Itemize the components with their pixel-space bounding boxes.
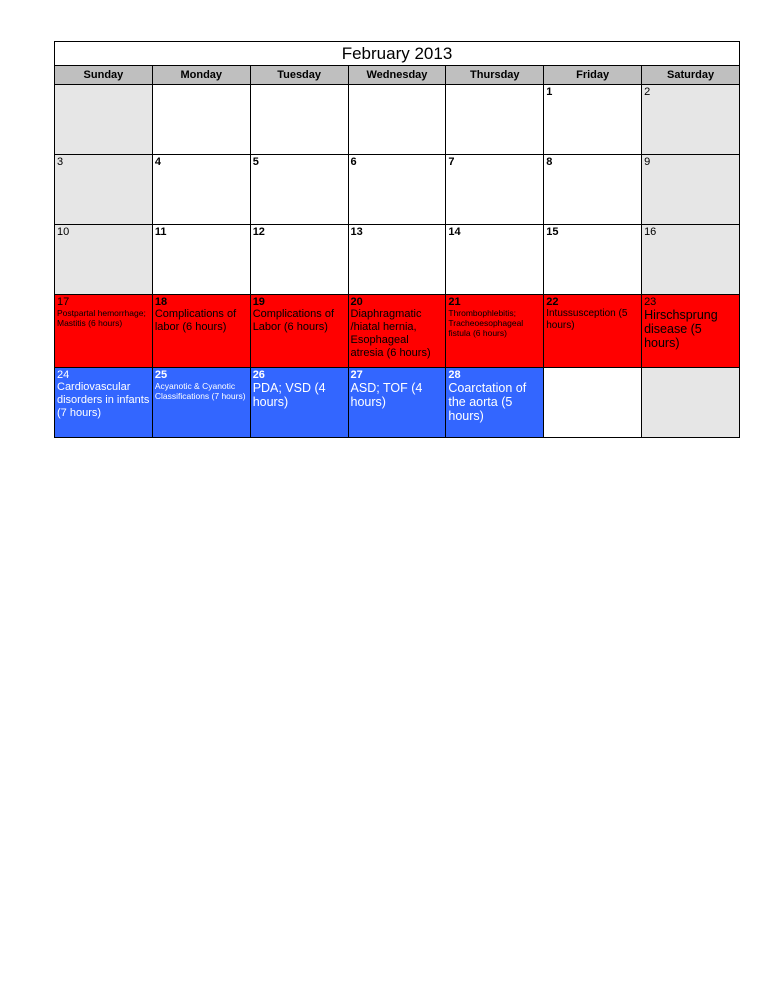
day-number: 5	[252, 156, 259, 168]
week-row-3	[55, 225, 740, 295]
day-cell	[544, 85, 642, 155]
week-row-1	[55, 85, 740, 155]
day-event: Complications of Labor (6 hours)	[252, 308, 335, 333]
day-cell	[348, 225, 446, 295]
day-number: 4	[154, 156, 161, 168]
weekday-friday: Friday	[544, 66, 642, 85]
day-cell	[55, 85, 153, 155]
week-row-5	[55, 368, 740, 438]
day-cell	[152, 368, 250, 438]
day-cell	[446, 295, 544, 368]
day-cell	[152, 225, 250, 295]
day-number: 16	[644, 226, 657, 238]
day-cell	[348, 85, 446, 155]
day-event: Hirschsprung disease (5 hours)	[644, 308, 718, 350]
weekday-tuesday: Tuesday	[250, 66, 348, 85]
day-event: ASD; TOF (4 hours)	[350, 381, 423, 409]
day-number: 28	[448, 369, 461, 381]
day-cell	[348, 155, 446, 225]
day-cell	[55, 295, 153, 368]
day-number: 8	[546, 156, 553, 168]
day-cell	[446, 225, 544, 295]
day-cell	[544, 368, 642, 438]
day-event: Complications of labor (6 hours)	[154, 308, 237, 333]
day-number: 26	[252, 369, 265, 381]
weekday-sunday: Sunday	[55, 66, 153, 85]
day-cell	[152, 85, 250, 155]
day-cell	[544, 155, 642, 225]
day-cell	[55, 155, 153, 225]
day-number: 11	[154, 226, 167, 238]
day-event: Thrombophlebitis; Tracheoesophageal fistula (6 hours)	[448, 308, 524, 338]
day-cell	[446, 155, 544, 225]
day-event: Coarctation of the aorta (5 hours)	[448, 381, 527, 423]
day-cell	[152, 155, 250, 225]
day-number: 22	[546, 296, 559, 308]
day-number: 20	[350, 296, 363, 308]
week-row-4	[55, 295, 740, 368]
day-cell	[55, 225, 153, 295]
day-number: 23	[644, 296, 657, 308]
day-event: Cardiovascular disorders in infants (7 hours)	[57, 381, 150, 419]
day-cell	[544, 225, 642, 295]
day-number: 14	[448, 226, 461, 238]
day-cell	[642, 368, 740, 438]
calendar	[54, 41, 740, 438]
day-number: 6	[350, 156, 357, 168]
day-cell	[642, 155, 740, 225]
day-number: 17	[57, 296, 70, 308]
day-number: 2	[644, 86, 651, 98]
day-event: Intussusception (5 hours)	[546, 308, 628, 331]
day-event: Diaphragmatic /hiatal hernia, Esophageal atresia (6 hours)	[350, 308, 431, 359]
day-cell	[446, 85, 544, 155]
day-cell	[250, 85, 348, 155]
weekday-thursday: Thursday	[446, 66, 544, 85]
day-cell	[544, 295, 642, 368]
day-event: Postpartal hemorrhage; Mastitis (6 hours)	[57, 308, 146, 328]
day-number: 10	[57, 226, 70, 238]
calendar-grid	[54, 65, 740, 438]
day-cell	[446, 368, 544, 438]
day-event: PDA; VSD (4 hours)	[252, 381, 326, 409]
day-number: 24	[57, 369, 70, 381]
day-cell	[250, 225, 348, 295]
weekday-wednesday: Wednesday	[348, 66, 446, 85]
day-cell	[250, 155, 348, 225]
day-number: 7	[448, 156, 455, 168]
day-cell	[152, 295, 250, 368]
day-number: 15	[546, 226, 559, 238]
day-event: Acyanotic & Cyanotic Classifications (7 hours)	[154, 381, 246, 401]
day-cell	[250, 368, 348, 438]
weekday-saturday: Saturday	[642, 66, 740, 85]
day-cell	[250, 295, 348, 368]
day-cell	[348, 295, 446, 368]
weekday-header-row	[55, 66, 740, 85]
week-row-2	[55, 155, 740, 225]
day-cell	[55, 368, 153, 438]
day-number: 27	[350, 369, 363, 381]
weekday-monday: Monday	[152, 66, 250, 85]
day-cell	[348, 368, 446, 438]
day-number: 21	[448, 296, 461, 308]
day-number: 25	[154, 369, 168, 381]
day-number: 19	[252, 296, 265, 308]
day-number: 1	[546, 86, 553, 98]
day-number: 12	[252, 226, 265, 238]
day-cell	[642, 85, 740, 155]
day-number: 18	[154, 296, 168, 308]
day-number: 9	[644, 156, 651, 168]
day-cell	[642, 295, 740, 368]
day-number: 13	[350, 226, 363, 238]
calendar-title: February 2013	[54, 41, 740, 65]
day-cell	[642, 225, 740, 295]
day-number: 3	[57, 156, 64, 168]
